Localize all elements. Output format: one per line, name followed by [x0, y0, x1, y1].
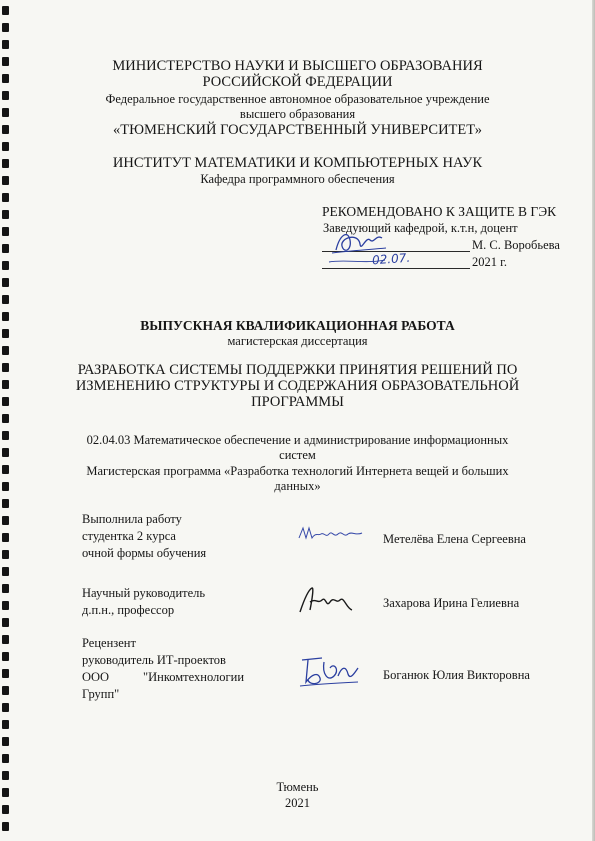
thesis-title-line-1: РАЗРАБОТКА СИСТЕМЫ ПОДДЕРЖКИ ПРИНЯТИЯ РЕШЕНИЙ ПО [77, 362, 518, 378]
binding-hole [2, 261, 9, 270]
thesis-title-line-3: ПРОГРАММЫ [251, 394, 344, 410]
institute-name: ИНСТИТУТ МАТЕМАТИКИ И КОМПЬЮТЕРНЫХ НАУК [112, 155, 483, 171]
binding-hole [2, 771, 9, 780]
specialty-line-1: 02.04.03 Математическое обеспечение и администрирование информационных [86, 433, 509, 447]
approval-position: Заведующий кафедрой, к.т.н, доцент [323, 221, 518, 235]
thesis-title-line-2: ИЗМЕНЕНИЮ СТРУКТУРЫ И СОДЕРЖАНИЯ ОБРАЗОВАТЕЛЬНОЙ [75, 378, 520, 394]
reviewer-role-line-3b: "Инкомтехнологии [143, 670, 245, 684]
author-signature [296, 524, 366, 544]
binding-hole [2, 295, 9, 304]
reviewer-role-line-4: Групп" [82, 687, 120, 701]
reviewer-name: Боганюк Юлия Викторовна [383, 668, 530, 682]
binding-hole [2, 754, 9, 763]
binding-hole [2, 142, 9, 151]
approval-title: РЕКОМЕНДОВАНО К ЗАЩИТЕ В ГЭК [322, 204, 557, 219]
ministry-line-1: МИНИСТЕРСТВО НАУКИ И ВЫСШЕГО ОБРАЗОВАНИЯ [112, 58, 483, 74]
binding-hole [2, 635, 9, 644]
binding-hole [2, 227, 9, 236]
specialty-line-2: систем [279, 448, 316, 462]
ministry-line-2: РОССИЙСКОЙ ФЕДЕРАЦИИ [202, 74, 393, 90]
binding-hole [2, 23, 9, 32]
binding-hole [2, 210, 9, 219]
binding-hole [2, 533, 9, 542]
binding-hole [2, 669, 9, 678]
department-name: Кафедра программного обеспечения [200, 172, 395, 186]
university-name: «ТЮМЕНСКИЙ ГОСУДАРСТВЕННЫЙ УНИВЕРСИТЕТ» [112, 122, 482, 138]
supervisor-role-line-2: д.п.н., профессор [82, 603, 175, 617]
binding-hole [2, 567, 9, 576]
approval-date-line [322, 268, 470, 269]
program-line-1: Магистерская программа «Разработка технологий Интернета вещей и больших [86, 464, 509, 478]
binding-hole [2, 6, 9, 15]
binding-hole [2, 584, 9, 593]
binding-hole [2, 601, 9, 610]
binding-hole [2, 686, 9, 695]
approval-year: 2021 г. [472, 255, 507, 269]
supervisor-role-line-1: Научный руководитель [82, 586, 206, 600]
supervisor-signature [296, 582, 356, 622]
binding-hole [2, 652, 9, 661]
binding-hole [2, 244, 9, 253]
supervisor-name: Захарова Ирина Гелиевна [383, 596, 520, 610]
reviewer-signature [298, 652, 362, 692]
binding-hole [2, 822, 9, 831]
author-role-line-1: Выполнила работу [82, 512, 182, 526]
reviewer-role-line-3a: ООО [82, 670, 110, 684]
reviewer-role-line-2: руководитель ИТ-проектов [82, 653, 226, 667]
binding-hole [2, 703, 9, 712]
institution-line-2: высшего образования [239, 107, 356, 121]
program-line-2: данных» [274, 479, 321, 493]
approval-handwritten-date: 02.07. [371, 250, 411, 268]
binding-hole [2, 737, 9, 746]
work-type: ВЫПУСКНАЯ КВАЛИФИКАЦИОННАЯ РАБОТА [140, 318, 455, 333]
binding-hole [2, 278, 9, 287]
binding-hole [2, 40, 9, 49]
footer-year: 2021 [285, 796, 310, 810]
author-name: Метелёва Елена Сергеевна [383, 532, 526, 546]
binding-hole [2, 618, 9, 627]
binding-hole [2, 414, 9, 423]
binding-hole [2, 193, 9, 202]
approval-name: М. С. Воробьева [472, 238, 560, 252]
footer-city: Тюмень [276, 780, 319, 794]
binding-hole [2, 516, 9, 525]
author-role-line-3: очной формы обучения [82, 546, 207, 560]
work-subtype: магистерская диссертация [227, 334, 368, 348]
binding-hole [2, 550, 9, 559]
binding-hole [2, 499, 9, 508]
author-role-line-2: студентка 2 курса [82, 529, 176, 543]
institution-line-1: Федеральное государственное автономное образовательное учреждение [105, 92, 490, 106]
reviewer-role-line-1: Рецензент [82, 636, 136, 650]
binding-hole [2, 720, 9, 729]
date-scribble [325, 256, 425, 266]
